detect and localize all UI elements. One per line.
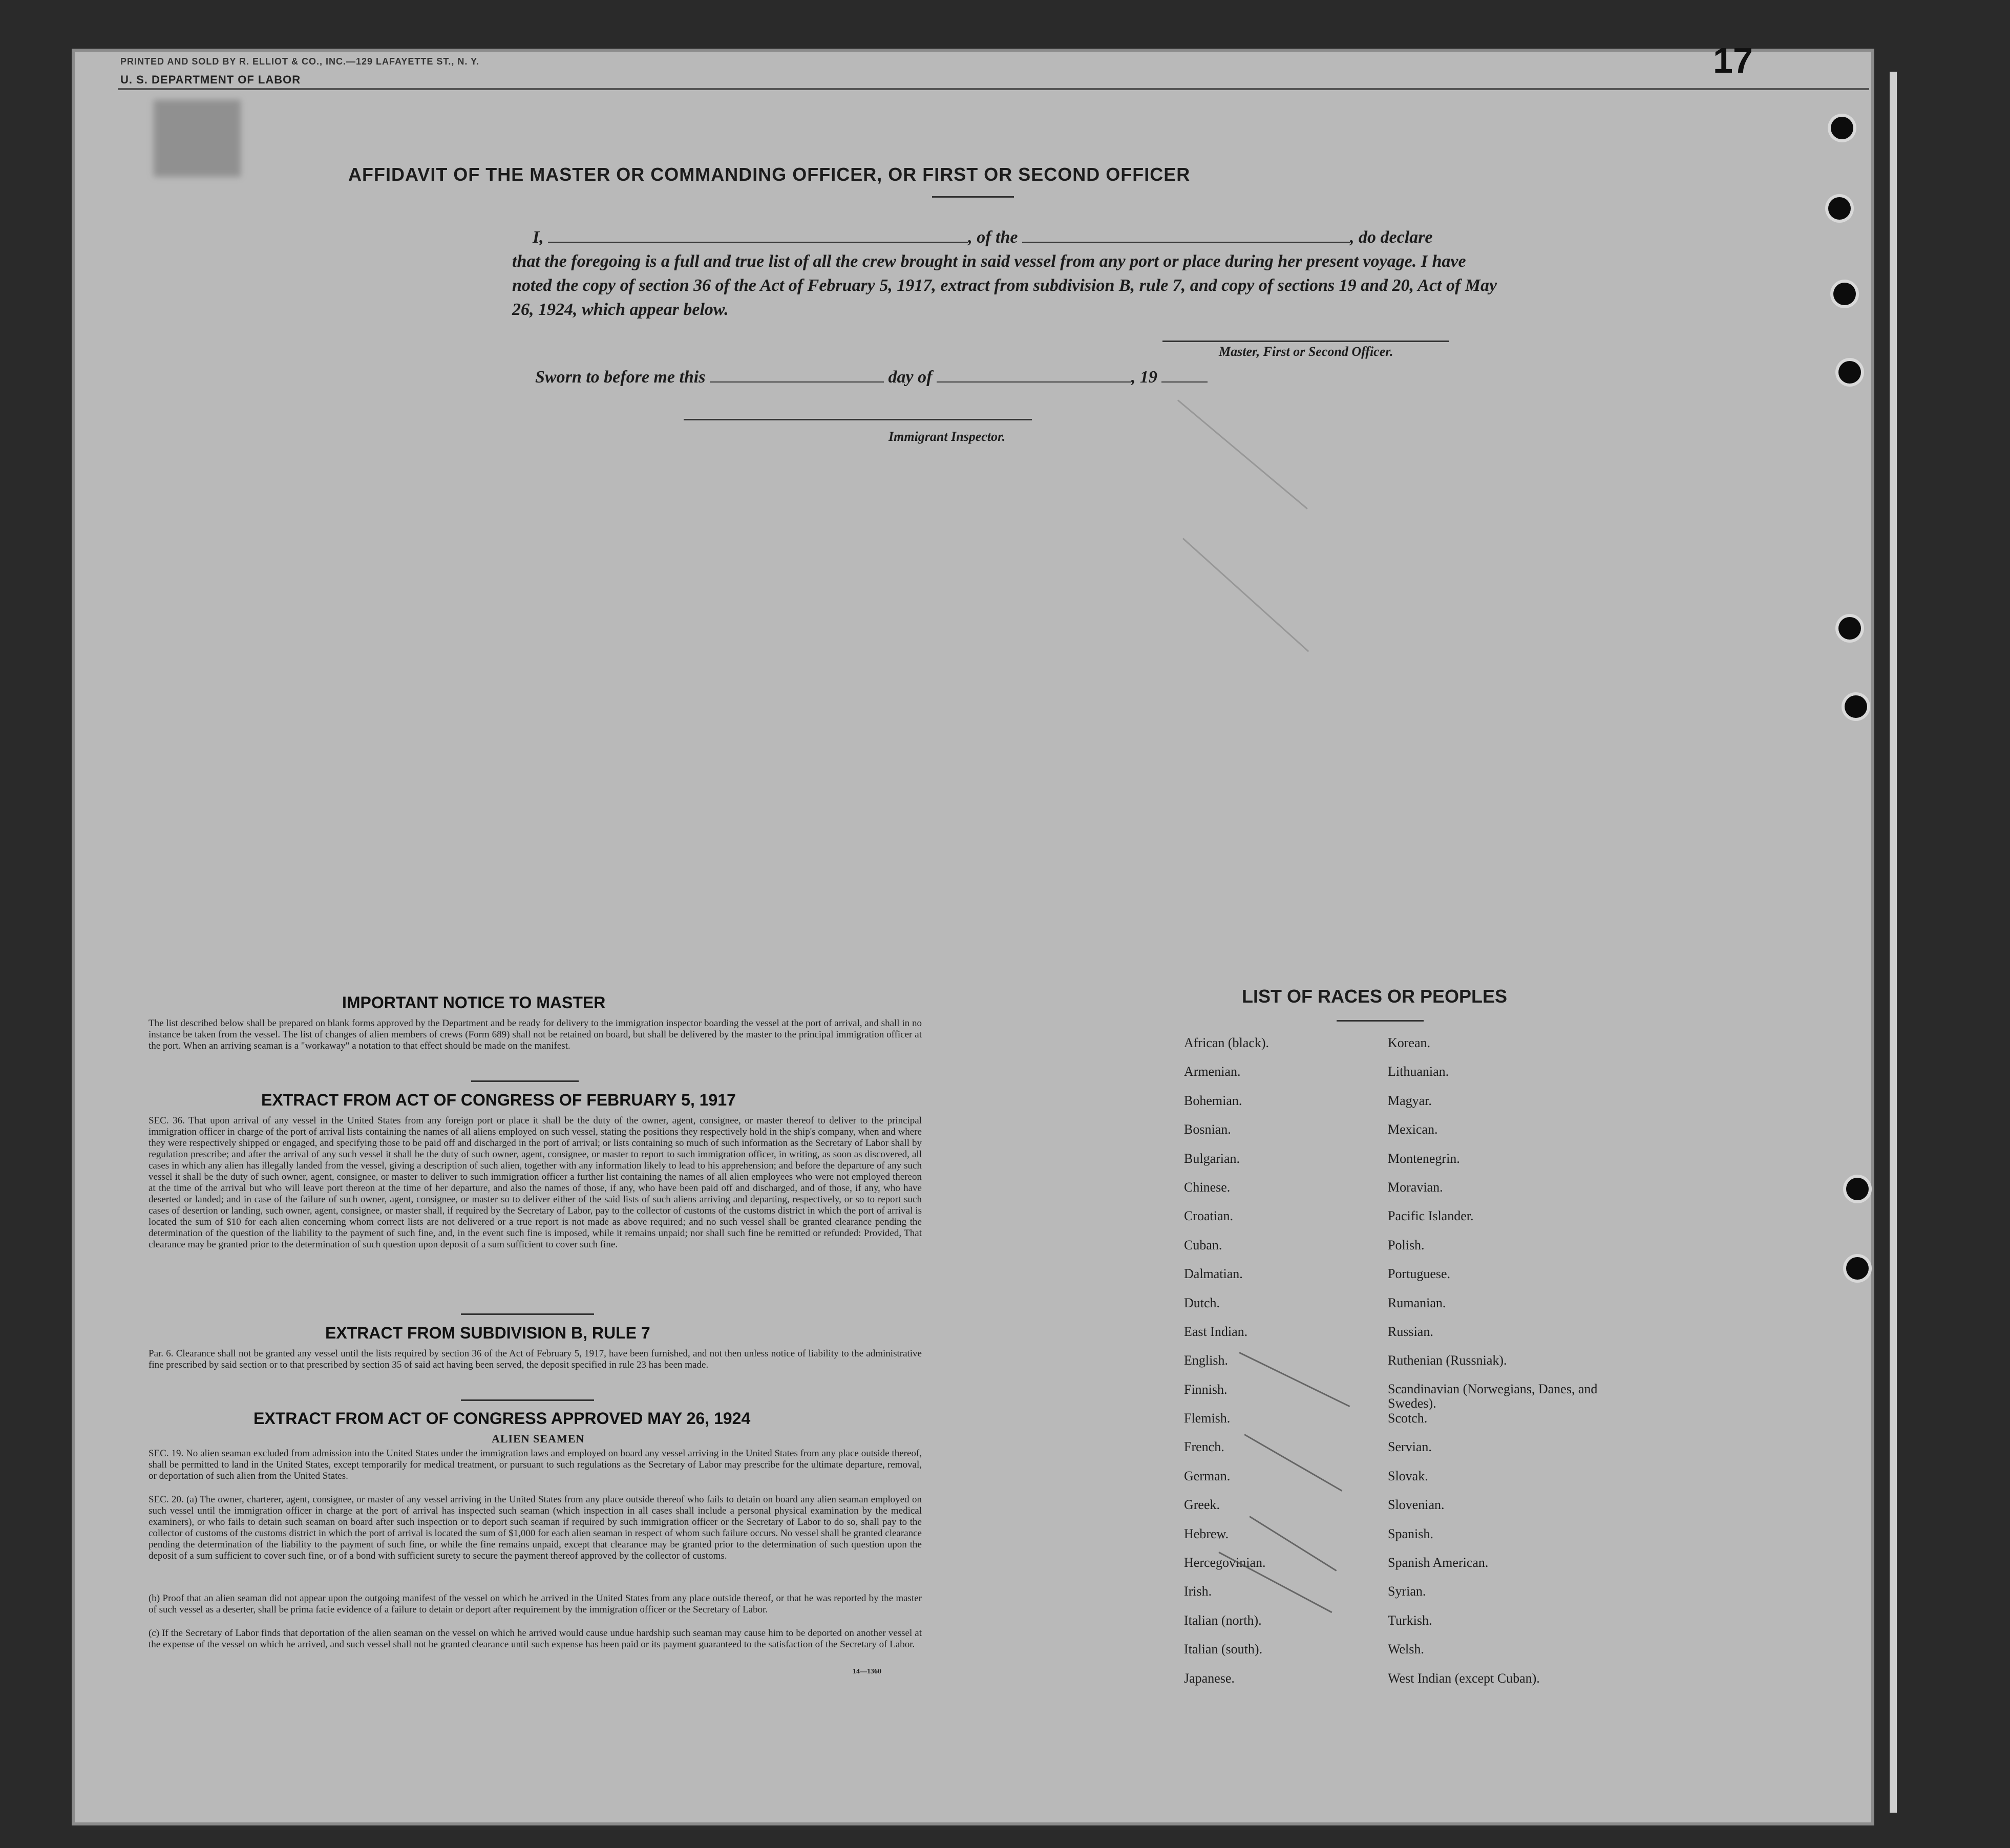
race-item: Chinese.: [1184, 1179, 1231, 1195]
races-right-column: [1388, 1035, 1613, 1700]
race-item: Hercegovinian.: [1184, 1555, 1266, 1570]
races-left-column: [1184, 1035, 1379, 1700]
header-rule: [118, 88, 1869, 90]
race-item: Croatian.: [1184, 1208, 1234, 1224]
race-item: German.: [1184, 1468, 1231, 1483]
race-item: Korean.: [1388, 1035, 1431, 1050]
extract-1924-sec20a: SEC. 20. (a) The owner, charterer, agent, consignee, or master of any vessel arriving in the United States from any place outside thereof who fails to detain on board any alien seaman employed on such vessel until the immigration officer in charge at the port of arrival has inspected such seaman (which inspection in all cases shall include a personal physical examination by the medical examiners), or who fails to detain such seaman on board after such inspection or to deport such seaman if required by such immigration officer or the Secretary of Labor to do so, shall pay to the collector of customs of the customs district in which the port of arrival is located the sum of $1,000 for each alien seaman in respect of whom such failure occurs. No vessel shall be granted clearance pending the determination of the liability to the payment of such fine, or while the fine remains unpaid, except that clearance may be granted prior to the determination of such question upon the deposit of a sum sufficient to cover such fine, or of a bond with sufficient surety to secure the payment thereof approved by the collector of customs.: [149, 1494, 922, 1561]
sworn-label: Sworn to before me this: [535, 368, 706, 387]
vessel-name-field[interactable]: [1022, 226, 1350, 243]
extract-1917-text: SEC. 36. That upon arrival of any vessel in the United States from any foreign port or place it shall be the duty of the owner, agent, consignee, or master thereof to deliver to the principal immigration officer in charge of the port of arrival lists containing the names of all aliens employed on such vessel, stating the positions they respectively hold in the ship's company, when and where they were respectively shipped or engaged, and specifying those to be paid off and discharged in the port of arrival; or lists containing so much of such information as the Secretary of Labor shall by regulation prescribe; and after the arrival of any such vessel it shall be the duty of such owner, agent, consignee, or master to report to such immigration officer, in writing, as soon as discovered, all cases in which any alien has illegally landed from the vessel, giving a description of such alien, together with any information likely to lead to his apprehension; and before the departure of any such vessel it shall be the duty of such owner, agent, consignee, or master to deliver to such immigration officer a further list containing the names of all alien employees who were not employed thereon at the time of the arrival but who will leave port thereon at the time of her departure, and also the names of those, if any, who have been paid off and discharged, and of those, if any, who have deserted or landed; and in case of the failure of such owner, agent, consignee, or master so to deliver either of the said lists of such aliens arriving and departing, respectively, or so to report such cases of desertion or landing, such owner, agent, consignee, or master shall, if required by the Secretary of Labor, pay to the collector of customs of the customs district in which the port of arrival is located the sum of $10 for each alien concerning whom correct lists are not delivered or a true report is not made as above required; and no such vessel shall be granted clearance pending the determination of the question of the liability to the payment of such fine, and, in the event such fine is imposed, while it remains unpaid; nor shall such fine be remitted or refunded: Provided, That clearance may be granted prior to the determination of such question upon deposit of a sum sufficient to cover such fine.: [149, 1115, 922, 1250]
race-item: Greek.: [1184, 1497, 1220, 1513]
master-signature-line[interactable]: [1162, 341, 1449, 342]
race-item: Scandinavian (Norwegians, Danes, and Swedes).: [1388, 1381, 1598, 1411]
race-item: Russian.: [1388, 1324, 1433, 1339]
race-item: Moravian.: [1388, 1179, 1443, 1195]
race-item: Ruthenian (Russniak).: [1388, 1353, 1507, 1368]
binder-hole: [1831, 117, 1853, 139]
binder-hole: [1846, 1257, 1869, 1280]
affidavit-body: [512, 225, 1506, 322]
race-item: Spanish American.: [1388, 1555, 1489, 1570]
race-item: Spanish.: [1388, 1526, 1433, 1541]
master-signature-label: Master, First or Second Officer.: [1219, 344, 1393, 359]
race-item: Japanese.: [1184, 1670, 1235, 1686]
race-item: French.: [1184, 1439, 1224, 1455]
ink-blot: [154, 100, 241, 177]
race-item: African (black).: [1184, 1035, 1270, 1050]
extract-1924-sec20c: (c) If the Secretary of Labor finds that deportation of the alien seaman on the vessel on which he arrived would cause undue hardship such seaman may cause him to be deported on another vessel at the expense of the vessel on which he arrived, and such vessel shall not be granted clearance until such expense has been paid or its payment guaranteed to the satisfaction of the Secretary of Labor.: [149, 1628, 922, 1650]
affidavit-statement: that the foregoing is a full and true list of all the crew brought in said vessel from any port or place during her present voyage. I have noted the copy of section 36 of the Act of February 5, 1917, extract from subdivision B, rule 7, and copy of sections 19 and 20, Act of May 26, 1924, which appear below.: [512, 252, 1497, 319]
race-item: Dalmatian.: [1184, 1266, 1243, 1282]
sworn-month-field[interactable]: [937, 366, 1131, 383]
year-label: , 19: [1131, 368, 1157, 387]
binder-hole: [1845, 695, 1867, 718]
extract-1917-rule: [461, 1313, 594, 1315]
race-item: Armenian.: [1184, 1064, 1241, 1079]
race-item: Portuguese.: [1388, 1266, 1451, 1282]
binder-hole: [1846, 1178, 1869, 1200]
race-item: Rumanian.: [1388, 1295, 1446, 1310]
race-item: Bosnian.: [1184, 1122, 1231, 1137]
day-of-label: day of: [888, 368, 933, 387]
binder-hole: [1833, 283, 1856, 305]
race-item: Bohemian.: [1184, 1093, 1242, 1108]
race-item: Servian.: [1388, 1439, 1432, 1455]
extract-1924-title: EXTRACT FROM ACT OF CONGRESS APPROVED MAY 26, 1924: [253, 1409, 751, 1428]
declarant-name-field[interactable]: [548, 226, 968, 243]
race-item: Irish.: [1184, 1584, 1212, 1599]
affidavit-title: AFFIDAVIT OF THE MASTER OR COMMANDING OFFICER, OR FIRST OR SECOND OFFICER: [348, 164, 1191, 185]
sworn-line: [535, 366, 1208, 387]
race-item: Bulgarian.: [1184, 1151, 1240, 1166]
binder-hole: [1838, 617, 1861, 640]
affidavit-of-label: , of the: [968, 228, 1018, 247]
notice-title: IMPORTANT NOTICE TO MASTER: [342, 993, 606, 1012]
binder-hole: [1838, 361, 1861, 384]
races-title: LIST OF RACES OR PEOPLES: [1242, 986, 1508, 1007]
race-item: Polish.: [1388, 1237, 1425, 1252]
races-rule: [1337, 1020, 1424, 1022]
affidavit-declare-label: , do declare: [1350, 228, 1433, 247]
extract-1924-sec20b: (b) Proof that an alien seaman did not appear upon the outgoing manifest of the vessel on which he arrived in the United States from any place outside thereof, or that he was reported by the master of such vessel as a deserter, shall be prima facie evidence of a failure to detain or deport after requirement by the immigration officer or the Secretary of Labor.: [149, 1593, 922, 1615]
race-item: Dutch.: [1184, 1295, 1220, 1310]
binder-hole: [1828, 197, 1851, 220]
race-item: Pacific Islander.: [1388, 1208, 1474, 1224]
race-item: Syrian.: [1388, 1584, 1426, 1599]
inspector-signature-line[interactable]: [684, 419, 1032, 420]
printer-imprint: PRINTED AND SOLD BY R. ELLIOT & CO., INC.—129 LAFAYETTE ST., N. Y.: [120, 56, 480, 67]
race-item: West Indian (except Cuban).: [1388, 1670, 1540, 1686]
page-number: 17: [1713, 40, 1753, 80]
affidavit-i-label: I,: [533, 228, 544, 247]
race-item: Flemish.: [1184, 1411, 1231, 1426]
race-item: Welsh.: [1388, 1642, 1424, 1657]
extract-rule7-rule: [461, 1399, 594, 1401]
race-item: Italian (south).: [1184, 1642, 1263, 1657]
race-item: Italian (north).: [1184, 1612, 1262, 1628]
race-item: Cuban.: [1184, 1237, 1222, 1252]
race-item: East Indian.: [1184, 1324, 1248, 1339]
race-item: Montenegrin.: [1388, 1151, 1460, 1166]
extract-rule7-text: Par. 6. Clearance shall not be granted any vessel until the lists required by section 36 of the Act of February 5, 1917, have been furnished, and not then unless notice of liability to the administrative fine prescribed by said section or to that prescribed by section 35 of said act having been served, the deposit specified in rule 23 has been made.: [149, 1348, 922, 1370]
race-item: Hebrew.: [1184, 1526, 1229, 1541]
extract-1917-title: EXTRACT FROM ACT OF CONGRESS OF FEBRUARY 5, 1917: [261, 1091, 736, 1109]
notice-rule: [471, 1080, 579, 1082]
sworn-day-field[interactable]: [710, 366, 884, 383]
department-heading: U. S. DEPARTMENT OF LABOR: [120, 73, 301, 86]
race-item: Magyar.: [1388, 1093, 1432, 1108]
affidavit-declaration-line: [512, 225, 1506, 249]
race-item: Scotch.: [1388, 1411, 1428, 1426]
inspector-signature-label: Immigrant Inspector.: [888, 429, 1006, 444]
race-item: Finnish.: [1184, 1382, 1228, 1397]
affidavit-separator: [932, 196, 1014, 198]
race-item: Mexican.: [1388, 1122, 1438, 1137]
race-item: Turkish.: [1388, 1612, 1432, 1628]
form-number: 14—1360: [853, 1668, 881, 1675]
sworn-year-field[interactable]: [1161, 366, 1208, 383]
race-item: Slovenian.: [1388, 1497, 1445, 1513]
extract-rule7-title: EXTRACT FROM SUBDIVISION B, RULE 7: [325, 1324, 650, 1342]
alien-seamen-subtitle: ALIEN SEAMEN: [492, 1432, 585, 1445]
race-item: English.: [1184, 1353, 1228, 1368]
extract-1924-sec19: SEC. 19. No alien seaman excluded from admission into the United States under the immigration laws and employed on board any vessel arriving in the United States from any place outside thereof, shall be permitted to land in the United States, except temporarily for medical treatment, or pursuant to such regulations as the Secretary of Labor may prescribe for the ultimate departure, removal, or deportation of such alien from the United States.: [149, 1448, 922, 1481]
notice-text: The list described below shall be prepared on blank forms approved by the Department and be ready for delivery to the immigration inspector boarding the vessel at the port of arrival, and shall in no instance be taken from the vessel. The list of changes of alien members of crews (Form 689) shall not be retained on board, but shall be delivered by the master to the principal immigration officer at the port. When an arriving seaman is a "workaway" a notation to that effect should be made on the manifest.: [149, 1018, 922, 1051]
race-item: Slovak.: [1388, 1468, 1428, 1483]
race-item: Lithuanian.: [1388, 1064, 1449, 1079]
